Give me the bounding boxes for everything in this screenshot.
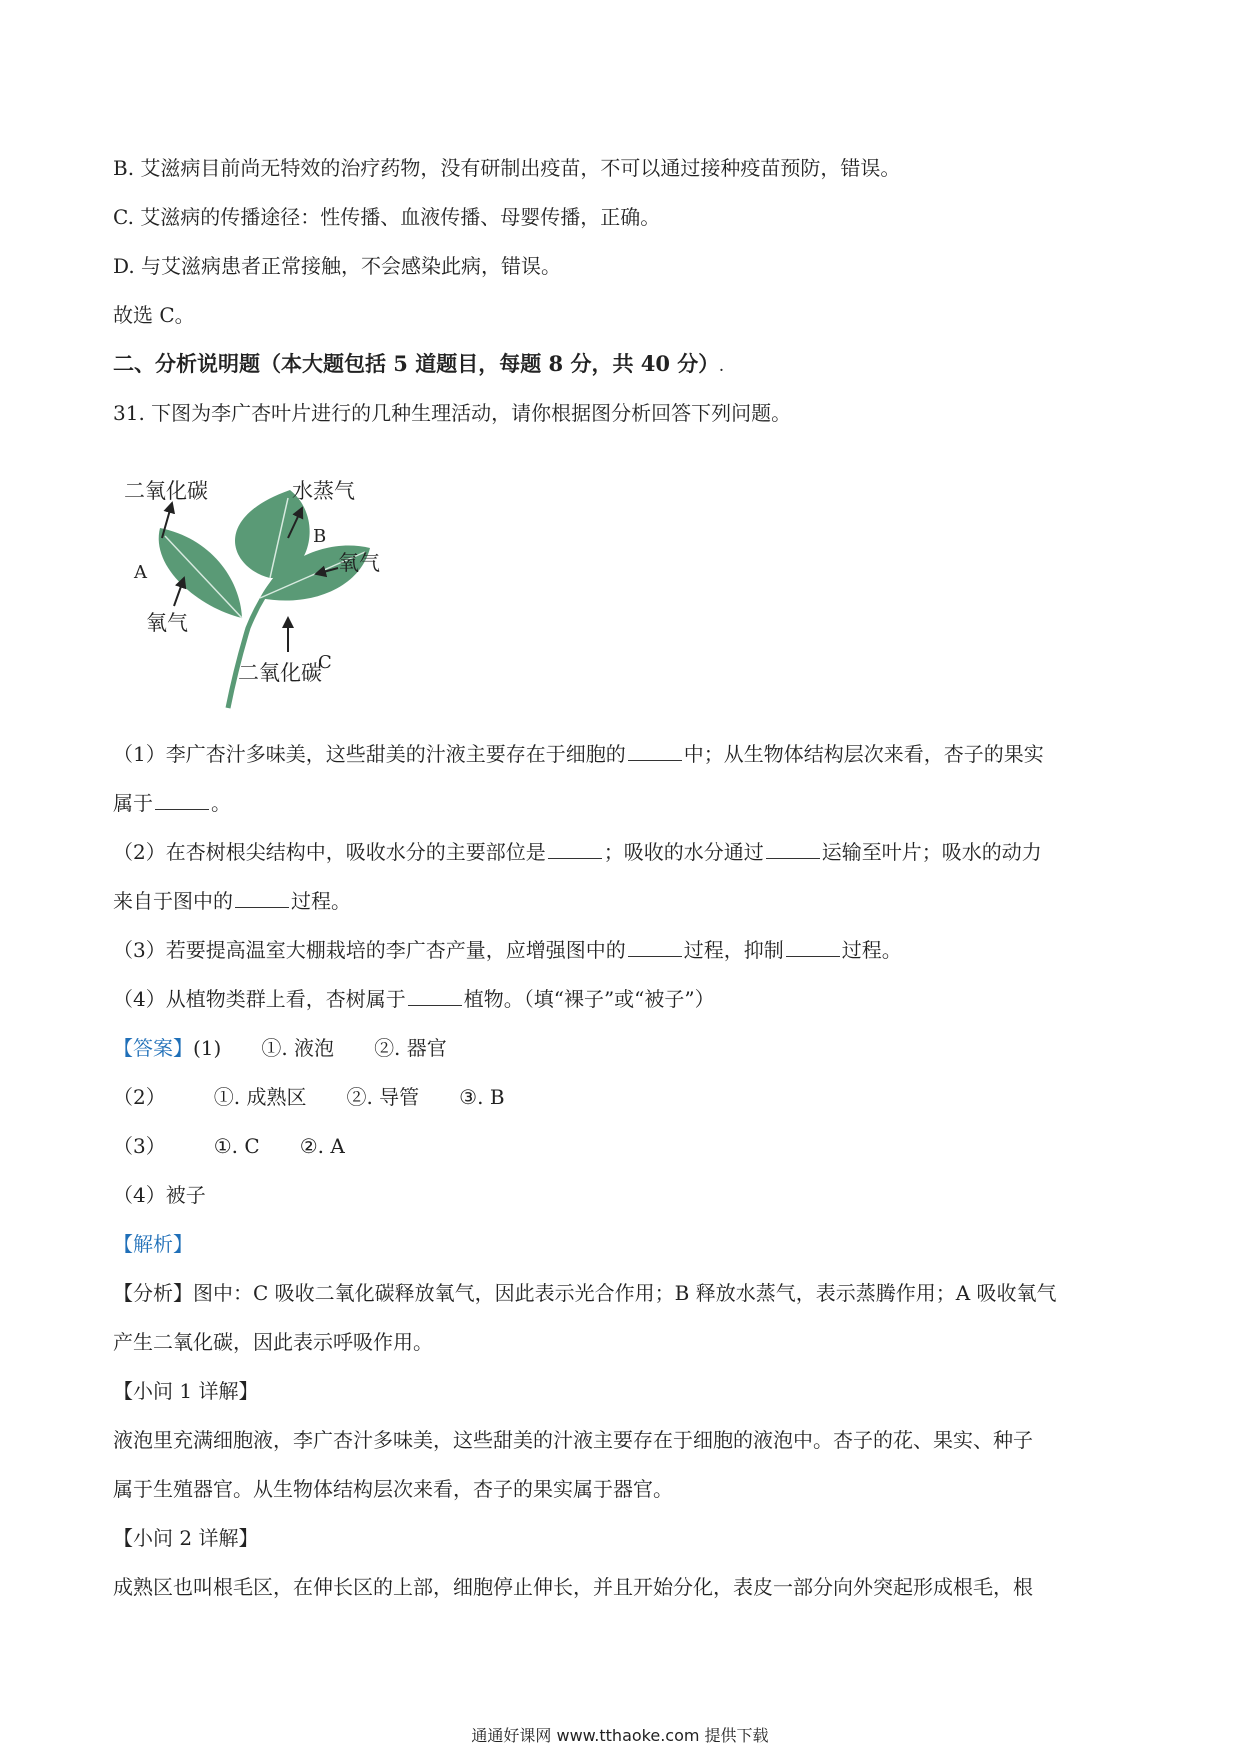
- sub-question-1-title: 【小问 1 详解】: [113, 1379, 259, 1403]
- q1-text-b: 中；从生物体结构层次来看，杏子的果实: [683, 742, 1044, 766]
- answer-3-i: ①. C: [213, 1134, 260, 1158]
- answer-label: 【答案】: [113, 1036, 193, 1060]
- blank: [766, 840, 820, 859]
- q4-text-b: 植物。（填“裸子”或“被子”）: [463, 987, 715, 1011]
- blank: [235, 889, 289, 908]
- blank: [155, 791, 209, 810]
- answer-1-ii: ②. 器官: [374, 1036, 447, 1060]
- blank: [548, 840, 602, 859]
- answer-3-ii: ②. A: [299, 1134, 345, 1158]
- question-2-line-1: [113, 839, 1042, 865]
- section-heading-text: 二、分析说明题（本大题包括 5 道题目，每题 8 分，共 40 分）: [113, 351, 720, 376]
- question-3: [113, 937, 902, 963]
- q2-text-c: 运输至叶片；吸水的动力: [821, 840, 1042, 864]
- q3-text-b: 过程，抑制: [683, 938, 784, 962]
- blank: [408, 987, 462, 1006]
- section-heading-mark: .: [719, 360, 724, 374]
- label-co2-top: 二氧化碳: [124, 479, 208, 503]
- option-d-explanation: D. 与艾滋病患者正常接触，不会感染此病，错误。: [113, 254, 562, 278]
- sub-question-1-line-2: 属于生殖器官。从生物体结构层次来看，杏子的果实属于器官。: [113, 1477, 673, 1501]
- final-choice: 故选 C。: [113, 303, 195, 327]
- analysis-summary-line-1: 【分析】图中：C 吸收二氧化碳释放氧气，因此表示光合作用；B 释放水蒸气，表示蒸腾作用；A 吸收氧气: [113, 1281, 1057, 1305]
- q1-text-d: 。: [211, 791, 231, 815]
- label-c: C: [318, 652, 332, 673]
- label-b: B: [313, 526, 327, 547]
- answer-1-i: ①. 液泡: [261, 1036, 335, 1060]
- sub-question-1-line-1: 液泡里充满细胞液，李广杏汁多味美，这些甜美的汁液主要存在于细胞的液泡中。杏子的花、果实、种子: [113, 1428, 1033, 1452]
- q1-text-c: 属于: [113, 791, 153, 815]
- o2-in-arrow: [174, 578, 184, 606]
- label-o2-left: 氧气: [146, 611, 188, 635]
- label-a: A: [134, 562, 147, 583]
- question-1-line-2: [113, 790, 231, 816]
- q2-text-e: 过程。: [291, 889, 351, 913]
- label-o2-right: 氧气: [338, 551, 380, 575]
- footer: 通通好课网 www.tthaoke.com 提供下载: [471, 1726, 769, 1745]
- question-1-line-1: [113, 741, 1044, 767]
- blank: [786, 938, 840, 957]
- answer-line-1: [113, 1035, 447, 1061]
- answer-line-3: [113, 1133, 345, 1159]
- answer-2-i: ①. 成熟区: [213, 1085, 307, 1109]
- q1-text-a: （1）李广杏汁多味美，这些甜美的汁液主要存在于细胞的: [113, 742, 626, 766]
- q2-text-b: ；吸收的水分通过: [603, 840, 764, 864]
- label-water-vapor: 水蒸气: [292, 479, 355, 503]
- option-b-explanation: B. 艾滋病目前尚无特效的治疗药物，没有研制出疫苗，不可以通过接种疫苗预防，错误。: [113, 156, 901, 180]
- section-heading: [113, 351, 724, 380]
- answer-1-num: (1): [193, 1036, 222, 1060]
- analysis-summary-line-2: 产生二氧化碳，因此表示呼吸作用。: [113, 1330, 433, 1354]
- answer-2-num: （2）: [113, 1085, 166, 1109]
- q3-text-c: 过程。: [841, 938, 902, 962]
- option-c-explanation: C. 艾滋病的传播途径：性传播、血液传播、母婴传播，正确。: [113, 205, 661, 229]
- q4-text-a: （4）从植物类群上看，杏树属于: [113, 987, 406, 1011]
- blank: [628, 742, 682, 761]
- answer-3-num: （3）: [113, 1134, 166, 1158]
- question-4: [113, 986, 715, 1012]
- sub-question-2-line-1: 成熟区也叫根毛区，在伸长区的上部，细胞停止伸长，并且开始分化，表皮一部分向外突起形成根毛，根: [113, 1575, 1033, 1599]
- analysis-label: 【解析】: [113, 1232, 193, 1256]
- q2-text-d: 来自于图中的: [113, 889, 233, 913]
- blank: [628, 938, 682, 957]
- question-stem: 31. 下图为李广杏叶片进行的几种生理活动，请你根据图分析回答下列问题。: [113, 401, 792, 425]
- question-2-line-2: [113, 888, 351, 914]
- sub-question-2-title: 【小问 2 详解】: [113, 1526, 259, 1550]
- answer-2-iii: ③. B: [459, 1085, 505, 1109]
- q3-text-a: （3）若要提高温室大棚栽培的李广杏产量，应增强图中的: [113, 938, 626, 962]
- label-co2-bottom: 二氧化碳: [238, 661, 322, 685]
- answer-line-2: [113, 1084, 505, 1110]
- leaf-diagram: [120, 478, 440, 718]
- answer-line-4: （4）被子: [113, 1183, 206, 1207]
- q2-text-a: （2）在杏树根尖结构中，吸收水分的主要部位是: [113, 840, 546, 864]
- answer-2-ii: ②. 导管: [346, 1085, 420, 1109]
